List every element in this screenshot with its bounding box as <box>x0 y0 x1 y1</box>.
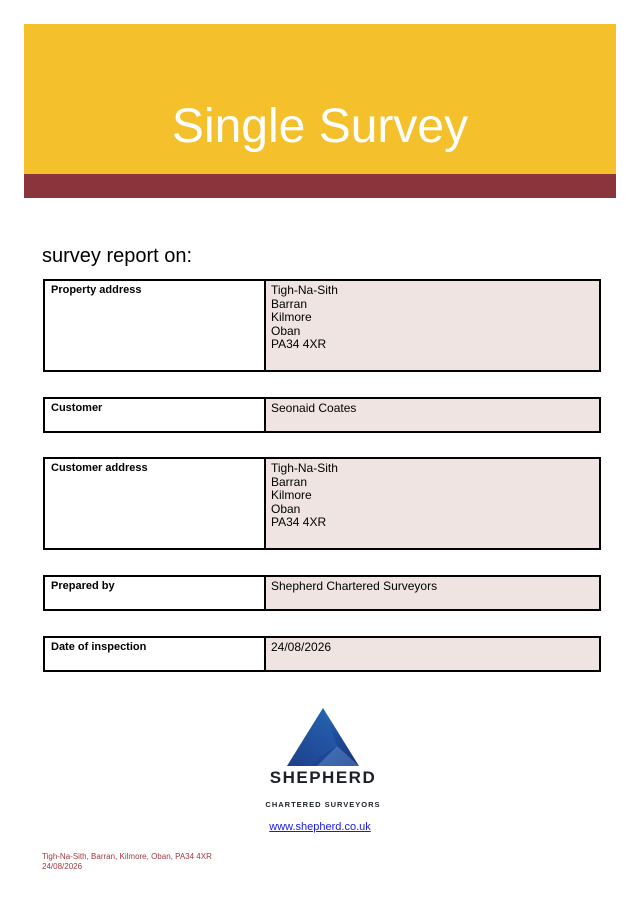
logo-name: SHEPHERD <box>269 768 377 787</box>
address-line: Tigh-Na-Sith <box>271 283 338 297</box>
footer <box>42 852 212 872</box>
date-of-inspection-value: 24/08/2026 <box>266 638 599 670</box>
page-title: Single Survey <box>171 100 469 153</box>
customer-address-label: Customer address <box>45 459 266 548</box>
footer-date: 24/08/2026 <box>42 862 83 871</box>
property-address-row <box>43 279 601 372</box>
logo-subtitle: CHARTERED SURVEYORS <box>265 800 381 809</box>
banner-stripe <box>24 174 616 198</box>
date-of-inspection-row <box>43 636 601 672</box>
address-line: Kilmore <box>271 310 312 324</box>
address-line: Kilmore <box>271 488 312 502</box>
prepared-by-value: Shepherd Chartered Surveyors <box>266 577 599 609</box>
property-address-label: Property address <box>45 281 266 370</box>
prepared-by-label: Prepared by <box>45 577 266 609</box>
address-line: Oban <box>271 501 301 516</box>
prepared-by-row <box>43 575 601 611</box>
address-line: Barran <box>271 474 308 489</box>
customer-address-row <box>43 457 601 550</box>
shepherd-logo <box>258 706 388 816</box>
customer-value: Seonaid Coates <box>266 399 599 431</box>
customer-label: Customer <box>45 399 266 431</box>
footer-address: Tigh-Na-Sith, Barran, Kilmore, Oban, PA34 4XR <box>42 852 212 861</box>
customer-row <box>43 397 601 433</box>
customer-address-value <box>266 459 599 548</box>
property-address-value <box>266 281 599 370</box>
report-subtitle: survey report on: <box>42 245 193 267</box>
address-line: Barran <box>271 296 308 311</box>
triangle-logo-icon <box>287 708 359 766</box>
address-line: PA34 4XR <box>271 337 327 351</box>
address-line: PA34 4XR <box>271 515 327 529</box>
title-banner <box>24 24 616 174</box>
address-line: Oban <box>271 323 301 338</box>
date-of-inspection-label: Date of inspection <box>45 638 266 670</box>
address-line: Tigh-Na-Sith <box>271 461 338 475</box>
website-link[interactable]: www.shepherd.co.uk <box>269 821 371 833</box>
